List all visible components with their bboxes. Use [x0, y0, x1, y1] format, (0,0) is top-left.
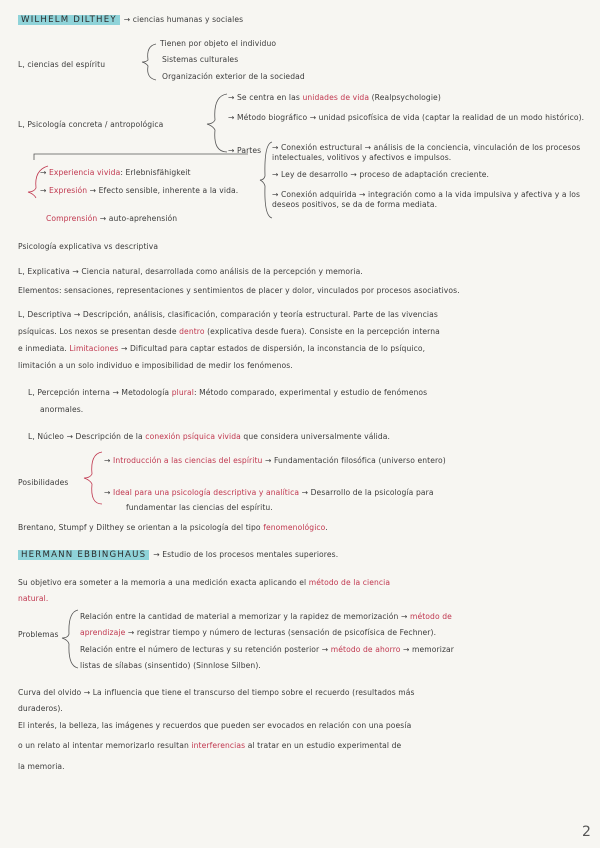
psico-item-metodo: → Método biográfico → unidad psicofísica de vida (captar la realidad de un modo histórico).: [228, 113, 585, 122]
problemas-line-3: Relación entre el número de lecturas y su retención posterior → método de ahorro → memorizar: [80, 645, 455, 654]
ciencias-item-3: Organización exterior de la sociedad: [162, 72, 305, 81]
interes-line-1: El interés, la belleza, las imágenes y recuerdos que pueden ser evocados en relación con una poesía: [18, 721, 412, 730]
brace-ciencias: [140, 42, 160, 82]
brace-posibilidades: [82, 448, 104, 508]
partes-conexion-adquirida: → Conexión adquirida → integración como a la vida impulsiva y afectiva y a los deseos positivos, se da de forma mediata.: [272, 190, 581, 209]
objetivo-line-1: Su objetivo era someter a la memoria a una medición exacta aplicando el método de la ciencia: [18, 578, 391, 587]
exp-vivida: → Experiencia vivida: Erlebnisfähigkeit: [40, 168, 191, 177]
descriptiva-line-3: e inmediata. Limitaciones → Dificultad para captar estados de dispersión, la inconstancia de lo psíquico,: [18, 344, 426, 353]
psicologia-concreta-label: L, Psicología concreta / antropológica: [18, 120, 164, 129]
problemas-line-4: listas de sílabas (sinsentido) (Sinnlose Silben).: [80, 661, 261, 670]
posibilidades-item-2: → Ideal para una psicología descriptiva y analítica → Desarrollo de la psicología para: [104, 488, 434, 497]
connector-experiencia: [14, 148, 254, 208]
elementos-line: Elementos: sensaciones, representaciones y sentimientos de placer y dolor, vinculados por procesos asociativos.: [18, 286, 460, 295]
objetivo-line-2: natural.: [18, 594, 49, 603]
brace-psicologia: [205, 90, 230, 156]
brace-problemas: [60, 608, 80, 670]
ciencias-espiritu-label: L, ciencias del espíritu: [18, 60, 106, 69]
interes-line-3: la memoria.: [18, 762, 65, 771]
dilthey-title: WILHELM DILTHEY → ciencias humanas y sociales: [18, 15, 243, 25]
interes-line-2: o un relato al intentar memorizarlo resultan interferencias al tratar en un estudio experimental de: [18, 741, 402, 750]
descriptiva-line-2: psíquicas. Los nexos se presentan desde dentro (explicativa desde fuera). Consiste en la percepción interna: [18, 327, 440, 336]
page-number: 2: [582, 824, 591, 840]
curva-line-2: duraderos).: [18, 704, 63, 713]
curva-line-1: Curva del olvido → La influencia que tiene el transcurso del tiempo sobre el recuerdo (resultados más: [18, 688, 415, 697]
psico-item-unidades: → Se centra en las unidades de vida (Realpsychologie): [228, 93, 441, 102]
closing-line: Brentano, Stumpf y Dilthey se orientan a la psicología del tipo fenomenológico.: [18, 523, 328, 532]
nucleo-line: L, Núcleo → Descripción de la conexión psíquica vivida que considera universalmente válida.: [28, 432, 391, 441]
partes-conexion-estructural: → Conexión estructural → análisis de la conciencia, vinculación de los procesos intelectuales, volitivos y afectivos e impulsos.: [272, 143, 581, 162]
exp-expresion: → Expresión → Efecto sensible, inherente a la vida.: [40, 186, 239, 195]
psico-item-partes: → Partes: [228, 146, 262, 155]
posibilidades-item-3: fundamentar las ciencias del espíritu.: [126, 503, 273, 512]
ciencias-item-2: Sistemas culturales: [162, 55, 239, 64]
posibilidades-item-1: → Introducción a las ciencias del espíritu → Fundamentación filosófica (universo entero): [104, 456, 446, 465]
problemas-line-1: Relación entre la cantidad de material a memorizar y la rapidez de memorización → método de: [80, 612, 452, 621]
descriptiva-line-4: limitación a un solo individuo e imposibilidad de medir los fenómenos.: [18, 361, 293, 370]
problemas-line-2: aprendizaje → registrar tiempo y número de lecturas (sensación de psicofísica de Fechner).: [80, 628, 437, 637]
descriptiva-line-1: L, Descriptiva → Descripción, análisis, clasificación, comparación y teoría estructural. Parte de las vivencias: [18, 310, 438, 319]
explicativa-line: L, Explicativa → Ciencia natural, desarrollada como análisis de la percepción y memoria.: [18, 267, 363, 276]
psicologia-exp-desc-title: Psicología explicativa vs descriptiva: [18, 242, 159, 251]
ciencias-item-1: Tienen por objeto el individuo: [160, 39, 277, 48]
problemas-label: Problemas: [18, 630, 59, 639]
partes-ley-desarrollo: → Ley de desarrollo → proceso de adaptación creciente.: [272, 170, 490, 179]
ebbinghaus-title: HERMANN EBBINGHAUS → Estudio de los procesos mentales superiores.: [18, 550, 338, 560]
exp-comprension: Comprensión → auto-aprehensión: [46, 214, 178, 223]
posibilidades-label: Posibilidades: [18, 478, 69, 487]
percepcion-line-2: anormales.: [40, 405, 84, 414]
percepcion-line-1: L, Percepción interna → Metodología plural: Método comparado, experimental y estudio de fenómenos: [28, 388, 428, 397]
